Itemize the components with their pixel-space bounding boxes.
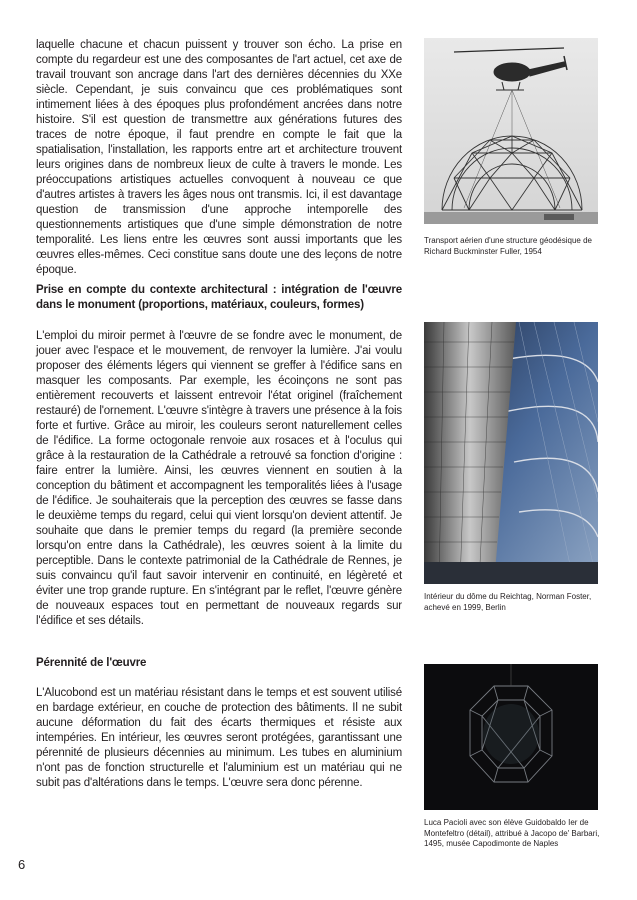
section-heading-durability: Pérennité de l'œuvre: [36, 657, 147, 669]
figure-caption-1: Transport aérien d'une structure géodésique de Richard Buckminster Fuller, 1954: [424, 236, 593, 256]
body-paragraph-2: L'emploi du miroir permet à l'œuvre de se fondre avec le monument, de jouer avec l'espace et le mouvement, de renvoyer la lumière. J'ai voulu proposer des éléments légers qui viennent se greffer à l'édifice sans en masquer les composants. Par exemple, les écoinçons ne sont pas entièrement recouverts et laissent entrevoir l'état originel (fraîchement restauré) de l'ornement. L'œuvre s'intègre à travers une présence à la fois forte et furtive. Grâce au miroir, les couleurs seront naturellement celles de l'édifice. La forme octogonale renvoie aux rosaces et à l'oculus qui grâce à la restauration de la Cathédrale a retrouvé sa fonction d'origine : faire entrer la lumière. Ainsi, les œuvres viennent en soutien à la conception du bâtiment et accompagnent les temporalités liées à l'usage de l'édifice. Je souhaiterais que la perception des œuvres se fasse dans le deuxième temps du regard, celui qui vient lorsqu'on devient attentif. Je souhaite que dans le premier temps du regard (la première seconde lorsqu'on entre dans la Cathédrale), les œuvres soient à la limite du perceptible. Dans le contexte patrimonial de la Cathédrale de Rennes, je suis convaincu qu'il faut savoir intervenir en continuité, en légèreté et éviter une trop grande rupture. En s'intégrant par le reflet, l'œuvre génère de nouveaux espaces tout en permettant de nouveaux regards sur l'édifice et ses détails.: [36, 330, 402, 627]
figure-caption-2: Intérieur du dôme du Reichtag, Norman Foster, achevé en 1999, Berlin: [424, 592, 592, 612]
geodesic-dome-photo: [424, 38, 598, 224]
body-paragraph-1: laquelle chacune et chacun puissent y trouver son écho. La prise en compte du regardeur est une des composantes de l'art actuel, cet axe de travail trouvant son ancrage dans l'art des dernières décennies du XXe siècle. Cependant, je suis convaincu que ces problématiques sont intimement liées à des époques plus profondément ancrées dans notre histoire. S'il est question de transmettre aux générations futures des traces de notre époque, il faut prendre en compte le fait que la spatialisation, l'installation, les rapports entre art et architecture trouvent leurs origines dans de nombreux lieux de culte à travers le monde. Les préoccupations artistiques actuelles convoquent à nouveau ce que d'autres artistes à travers les âges nous ont transmis. Ici, il est davantage question de transmission d'une approche intemporelle des questionnements artistiques que d'une simple démonstration de notre temporalité. Les liens entre les œuvres sont aussi importants que les œuvres elles-mêmes. Ceci constitue sans doute une des leçons de notre époque.: [36, 39, 402, 276]
figure-caption-3: Luca Pacioli avec son élève Guidobaldo Ier de Montefeltro (détail), attribué à Jacopo de' Barbari, 1495, musée Capodimonte de Naples: [424, 818, 600, 848]
reichstag-dome-photo: [424, 322, 598, 584]
glass-polyhedron-photo: [424, 664, 598, 810]
page-number: 6: [18, 857, 26, 872]
section-heading-context: Prise en compte du contexte architectural : intégration de l'œuvre dans le monument (proportions, matériaux, couleurs, formes): [36, 284, 402, 311]
body-paragraph-3: L'Alucobond est un matériau résistant dans le temps et est souvent utilisé en bardage extérieur, en couche de protection des bâtiments. Il ne subit aucune déformation du fait des écarts thermiques et résiste aux intempéries. En intérieur, les œuvres seront protégées, garantissant une pérennité de plusieurs décennies au minimum. Les tubes en aluminium n'ont pas de fonction structurelle et l'aluminium est un matériau qui ne subit pas d'altérations dans le temps. L'œuvre sera donc pérenne.: [36, 687, 402, 789]
